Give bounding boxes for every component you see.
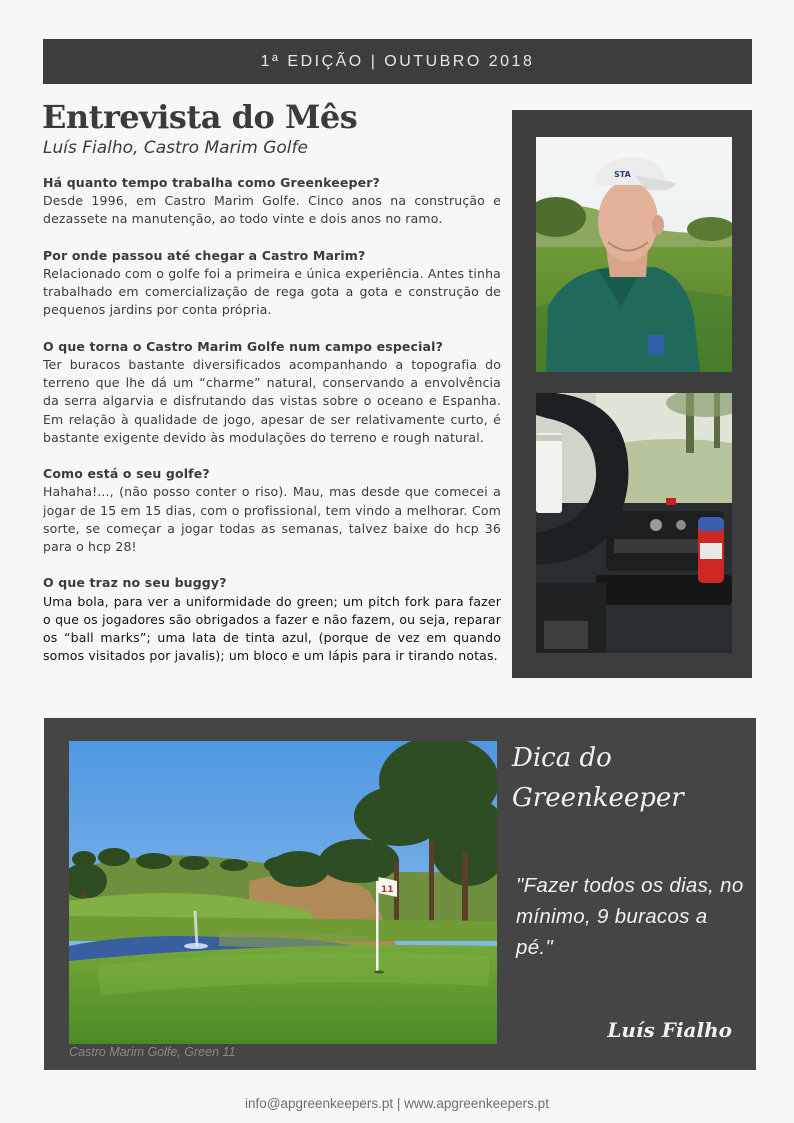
photo-caption: Castro Marim Golfe, Green 11 [69, 1045, 236, 1059]
tip-quote: "Fazer todos os dias, no mínimo, 9 buracos a pé." [516, 874, 744, 959]
golf-course-photo [69, 741, 497, 1044]
question: Por onde passou até chegar a Castro Marim? [43, 247, 366, 263]
question: O que traz no seu buggy? [43, 575, 227, 591]
answer: Relacionado com o golfe foi a primeira e única experiência. Antes tinha trabalhado em comercialização de rega gota a gota e construção de pequenos jardins por conta própria. [43, 266, 501, 318]
question: Como está o seu golfe? [43, 466, 210, 482]
page-title: Entrevista do Mês [42, 98, 358, 136]
qa-item [43, 338, 501, 447]
answer: Ter buracos bastante diversificados acompanhando a topografia do terreno que lhe dá um “charme” natural, conservando a envolvência da serra algarvia e disfrutando das vistas sobre o oceano e Espanha. Em relação à qualidade de jogo, apesar de ser relativamente curto, é bastante exigente devido às modulações do terreno e rough natural. [43, 357, 501, 445]
question: Há quanto tempo trabalha como Greenkeeper? [43, 175, 380, 190]
qa-item [43, 247, 501, 320]
footer-contact: info@apgreenkeepers.pt | www.apgreenkeepers.pt [245, 1096, 549, 1111]
buggy-interior-photo [536, 393, 732, 653]
answer: Hahaha!..., (não posso conter o riso). Mau, mas desde que comecei a jogar de 15 em 15 dias, com o profissional, tem vindo a melhorar. Com sorte, se começar a jogar todas as semanas, talvez baixe do hcp 36 para o hcp 28! [43, 484, 501, 555]
cap-logo-text: STA [614, 170, 631, 179]
tip-title: Dica do Greenkeeper [512, 743, 684, 813]
greenkeeper-portrait-photo [536, 137, 732, 372]
tip-author: Luís Fialho [607, 1018, 732, 1042]
tip-section [44, 718, 756, 1070]
interview-body [43, 174, 501, 665]
qa-item [43, 574, 501, 665]
interview-subtitle: Luís Fialho, Castro Marim Golfe [43, 138, 308, 158]
qa-item [43, 465, 501, 556]
question: O que torna o Castro Marim Golfe num campo especial? [43, 338, 443, 354]
edition-text: 1ª EDIÇÃO | OUTUBRO 2018 [260, 52, 535, 70]
edition-banner [43, 39, 752, 84]
photo-panel [512, 110, 752, 678]
answer: Desde 1996, em Castro Marim Golfe. Cinco anos na construção e dezassete na manutenção, ao todo vinte e dois anos no ramo. [43, 193, 501, 227]
flag-number-text: 11 [381, 885, 394, 895]
answer: Uma bola, para ver a uniformidade do green; um pitch fork para fazer o que os jogadores são obrigados a fazer e não fazem, ou seja, reparar os “ball marks”; uma lata de tinta azul, (porque de vez em quando somos visitados por javalis); um bloco e um lápis para ir tirando notas. [43, 593, 501, 664]
qa-item [43, 174, 501, 229]
